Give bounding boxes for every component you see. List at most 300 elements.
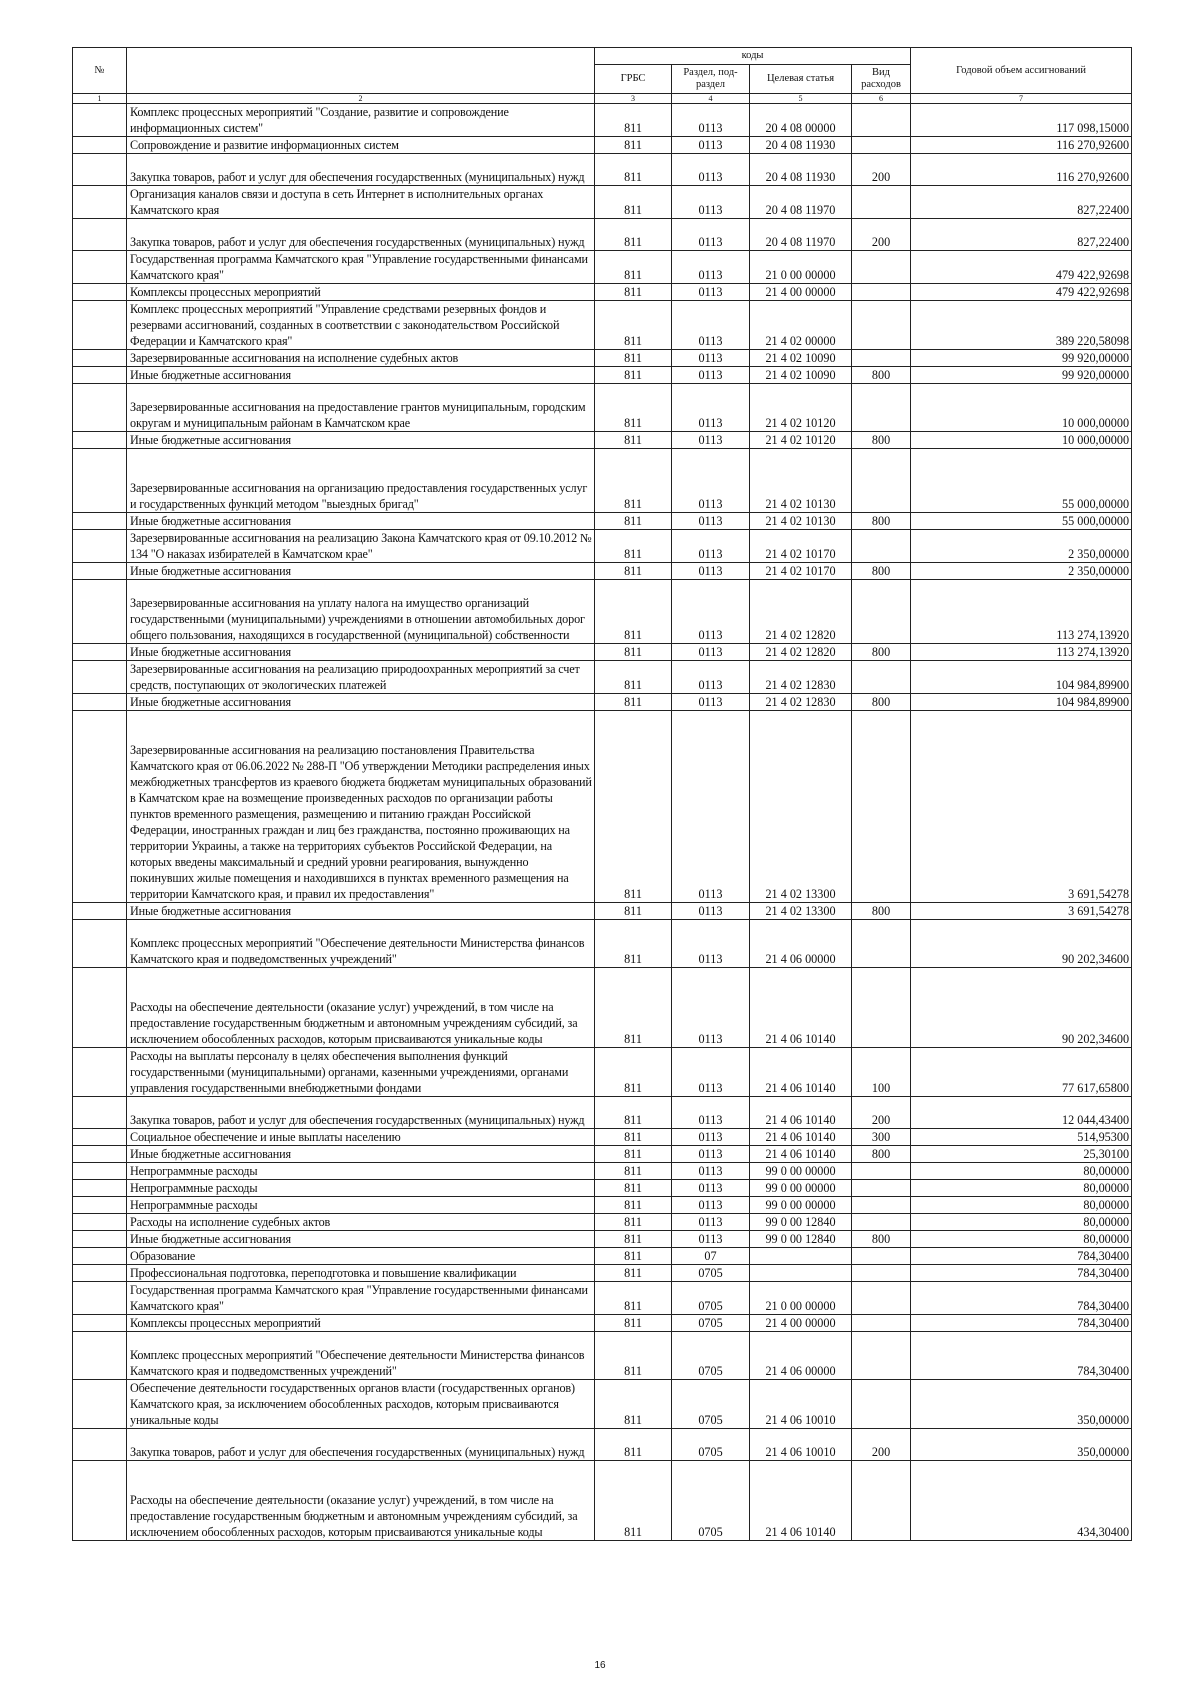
row-expense-type-cell: 200: [852, 1429, 911, 1461]
row-target-item-cell: 20 4 08 11930: [750, 154, 852, 186]
row-grbs-cell: 811: [595, 903, 672, 920]
row-amount-cell: 827,22400: [911, 186, 1132, 219]
row-section-cell: 0113: [672, 1146, 750, 1163]
row-section-cell: 0113: [672, 251, 750, 284]
row-name-cell: Зарезервированные ассигнования на организацию предоставления государственных услуг и государственных функций методом "выездных бригад": [127, 449, 595, 513]
row-grbs-cell: 811: [595, 513, 672, 530]
row-number-cell: [73, 1146, 127, 1163]
page-number: 16: [594, 1660, 606, 1671]
row-section-cell: 0705: [672, 1461, 750, 1541]
row-number-cell: [73, 1097, 127, 1129]
row-target-item-cell: 99 0 00 12840: [750, 1231, 852, 1248]
row-amount-cell: 80,00000: [911, 1231, 1132, 1248]
table-row: [73, 284, 1132, 301]
row-name-cell: Зарезервированные ассигнования на реализацию природоохранных мероприятий за счет средств, поступающих от экологических платежей: [127, 661, 595, 694]
row-number-cell: [73, 137, 127, 154]
row-number-cell: [73, 694, 127, 711]
row-number-cell: [73, 968, 127, 1048]
table-row: [73, 903, 1132, 920]
row-expense-type-cell: 800: [852, 1146, 911, 1163]
row-section-cell: 0113: [672, 1097, 750, 1129]
row-number-cell: [73, 1231, 127, 1248]
row-expense-type-cell: [852, 1197, 911, 1214]
column-number-4: 4: [672, 94, 750, 104]
row-grbs-cell: 811: [595, 1380, 672, 1429]
row-amount-cell: 80,00000: [911, 1197, 1132, 1214]
table-row: [73, 530, 1132, 563]
row-number-cell: [73, 284, 127, 301]
row-grbs-cell: 811: [595, 154, 672, 186]
row-grbs-cell: 811: [595, 186, 672, 219]
row-section-cell: 0113: [672, 1231, 750, 1248]
row-section-cell: 0113: [672, 137, 750, 154]
row-number-cell: [73, 367, 127, 384]
row-section-cell: 0113: [672, 449, 750, 513]
row-grbs-cell: 811: [595, 1197, 672, 1214]
row-section-cell: 0113: [672, 384, 750, 432]
row-number-cell: [73, 1332, 127, 1380]
row-name-cell: Комплекс процессных мероприятий "Обеспечение деятельности Министерства финансов Камчатского края и подведомственных учреждений": [127, 1332, 595, 1380]
row-target-item-cell: 21 4 06 10140: [750, 1048, 852, 1097]
row-grbs-cell: 811: [595, 251, 672, 284]
row-amount-cell: 350,00000: [911, 1380, 1132, 1429]
row-number-cell: [73, 384, 127, 432]
row-amount-cell: 25,30100: [911, 1146, 1132, 1163]
row-section-cell: 0113: [672, 513, 750, 530]
row-amount-cell: 117 098,15000: [911, 104, 1132, 137]
row-amount-cell: 116 270,92600: [911, 137, 1132, 154]
row-expense-type-cell: 200: [852, 1097, 911, 1129]
row-target-item-cell: 21 4 02 10120: [750, 432, 852, 449]
row-grbs-cell: 811: [595, 563, 672, 580]
row-section-cell: 0113: [672, 903, 750, 920]
row-name-cell: Социальное обеспечение и иные выплаты населению: [127, 1129, 595, 1146]
row-amount-cell: 784,30400: [911, 1248, 1132, 1265]
row-name-cell: Комплекс процессных мероприятий "Обеспечение деятельности Министерства финансов Камчатского края и подведомственных учреждений": [127, 920, 595, 968]
row-number-cell: [73, 1163, 127, 1180]
row-target-item-cell: 20 4 08 11970: [750, 219, 852, 251]
row-expense-type-cell: [852, 580, 911, 644]
row-expense-type-cell: [852, 384, 911, 432]
table-row: [73, 661, 1132, 694]
table-row: [73, 968, 1132, 1048]
row-section-cell: 0113: [672, 661, 750, 694]
row-expense-type-cell: 300: [852, 1129, 911, 1146]
row-name-cell: Непрограммные расходы: [127, 1197, 595, 1214]
row-number-cell: [73, 449, 127, 513]
row-section-cell: 0113: [672, 644, 750, 661]
row-target-item-cell: 21 4 06 10010: [750, 1429, 852, 1461]
row-amount-cell: 784,30400: [911, 1315, 1132, 1332]
row-number-cell: [73, 1265, 127, 1282]
row-grbs-cell: 811: [595, 1282, 672, 1315]
row-expense-type-cell: [852, 137, 911, 154]
row-amount-cell: 10 000,00000: [911, 432, 1132, 449]
column-number-1: 1: [73, 94, 127, 104]
row-grbs-cell: 811: [595, 1146, 672, 1163]
row-name-cell: Комплексы процессных мероприятий: [127, 284, 595, 301]
row-grbs-cell: 811: [595, 384, 672, 432]
table-row: [73, 219, 1132, 251]
row-amount-cell: 3 691,54278: [911, 711, 1132, 903]
column-number-7: 7: [911, 94, 1132, 104]
table-row: [73, 1097, 1132, 1129]
row-amount-cell: 104 984,89900: [911, 694, 1132, 711]
row-name-cell: Расходы на выплаты персоналу в целях обеспечения выполнения функций государственными (муниципальными) органами, казенными учреждениями, органами управления государственными внебюджетными фондами: [127, 1048, 595, 1097]
row-grbs-cell: 811: [595, 661, 672, 694]
row-number-cell: [73, 301, 127, 350]
row-expense-type-cell: [852, 251, 911, 284]
row-target-item-cell: 21 4 02 12820: [750, 644, 852, 661]
row-number-cell: [73, 580, 127, 644]
row-grbs-cell: 811: [595, 1214, 672, 1231]
row-number-cell: [73, 1197, 127, 1214]
row-target-item-cell: 99 0 00 00000: [750, 1197, 852, 1214]
row-expense-type-cell: [852, 301, 911, 350]
table-row: [73, 449, 1132, 513]
table-row: [73, 694, 1132, 711]
row-target-item-cell: [750, 1248, 852, 1265]
row-amount-cell: 90 202,34600: [911, 920, 1132, 968]
row-section-cell: 0113: [672, 968, 750, 1048]
table-row: [73, 432, 1132, 449]
row-number-cell: [73, 903, 127, 920]
row-target-item-cell: 21 4 02 10130: [750, 449, 852, 513]
row-grbs-cell: 811: [595, 367, 672, 384]
row-expense-type-cell: [852, 711, 911, 903]
table-row: [73, 513, 1132, 530]
row-amount-cell: 77 617,65800: [911, 1048, 1132, 1097]
table-body: [73, 104, 1132, 1541]
table-row: [73, 1265, 1132, 1282]
row-section-cell: 0113: [672, 920, 750, 968]
row-target-item-cell: 21 4 02 12830: [750, 694, 852, 711]
row-amount-cell: 99 920,00000: [911, 367, 1132, 384]
row-target-item-cell: 21 4 02 13300: [750, 903, 852, 920]
row-number-cell: [73, 104, 127, 137]
row-name-cell: Иные бюджетные ассигнования: [127, 903, 595, 920]
row-expense-type-cell: 800: [852, 432, 911, 449]
header-grbs: ГРБС: [595, 65, 672, 94]
table-row: [73, 1248, 1132, 1265]
row-target-item-cell: 20 4 08 11930: [750, 137, 852, 154]
row-expense-type-cell: 800: [852, 694, 911, 711]
row-grbs-cell: 811: [595, 449, 672, 513]
row-section-cell: 0113: [672, 1214, 750, 1231]
table-row: [73, 350, 1132, 367]
row-expense-type-cell: [852, 968, 911, 1048]
header-codes: коды: [595, 48, 911, 65]
row-target-item-cell: 21 4 06 10140: [750, 1146, 852, 1163]
row-expense-type-cell: [852, 1315, 911, 1332]
row-name-cell: Комплексы процессных мероприятий: [127, 1315, 595, 1332]
row-section-cell: 0113: [672, 301, 750, 350]
row-grbs-cell: 811: [595, 1129, 672, 1146]
row-amount-cell: 784,30400: [911, 1332, 1132, 1380]
row-name-cell: Расходы на обеспечение деятельности (оказание услуг) учреждений, в том числе на предоставление государственным бюджетным и автономным учреждениям субсидий, за исключением обособленных расходов, которым присваиваются уникальные коды: [127, 968, 595, 1048]
row-number-cell: [73, 1461, 127, 1541]
row-section-cell: 0705: [672, 1282, 750, 1315]
row-name-cell: Зарезервированные ассигнования на предоставление грантов муниципальным, городским округам и муниципальным районам в Камчатском крае: [127, 384, 595, 432]
table-row: [73, 1282, 1132, 1315]
row-section-cell: 0705: [672, 1332, 750, 1380]
row-name-cell: Иные бюджетные ассигнования: [127, 1231, 595, 1248]
row-amount-cell: 827,22400: [911, 219, 1132, 251]
table-row: [73, 563, 1132, 580]
row-expense-type-cell: [852, 1163, 911, 1180]
budget-allocation-table: [72, 47, 1132, 1541]
row-name-cell: Иные бюджетные ассигнования: [127, 644, 595, 661]
row-target-item-cell: 21 4 00 00000: [750, 1315, 852, 1332]
row-target-item-cell: 21 4 02 00000: [750, 301, 852, 350]
table-row: [73, 580, 1132, 644]
row-section-cell: 0113: [672, 1048, 750, 1097]
row-number-cell: [73, 251, 127, 284]
row-grbs-cell: 811: [595, 301, 672, 350]
row-section-cell: 0113: [672, 284, 750, 301]
row-name-cell: Закупка товаров, работ и услуг для обеспечения государственных (муниципальных) нужд: [127, 1429, 595, 1461]
row-target-item-cell: 99 0 00 12840: [750, 1214, 852, 1231]
table-row: [73, 1429, 1132, 1461]
row-number-cell: [73, 219, 127, 251]
row-name-cell: Иные бюджетные ассигнования: [127, 563, 595, 580]
row-name-cell: Образование: [127, 1248, 595, 1265]
row-amount-cell: 2 350,00000: [911, 563, 1132, 580]
row-grbs-cell: 811: [595, 1429, 672, 1461]
row-target-item-cell: 21 4 02 12820: [750, 580, 852, 644]
row-amount-cell: 2 350,00000: [911, 530, 1132, 563]
row-expense-type-cell: [852, 1461, 911, 1541]
row-grbs-cell: 811: [595, 1461, 672, 1541]
row-name-cell: Иные бюджетные ассигнования: [127, 432, 595, 449]
row-grbs-cell: 811: [595, 1048, 672, 1097]
row-section-cell: 0113: [672, 219, 750, 251]
row-number-cell: [73, 920, 127, 968]
row-name-cell: Закупка товаров, работ и услуг для обеспечения государственных (муниципальных) нужд: [127, 219, 595, 251]
column-number-3: 3: [595, 94, 672, 104]
row-grbs-cell: 811: [595, 1248, 672, 1265]
row-name-cell: Иные бюджетные ассигнования: [127, 694, 595, 711]
row-expense-type-cell: [852, 449, 911, 513]
table-row: [73, 104, 1132, 137]
row-name-cell: Государственная программа Камчатского края "Управление государственными финансами Камчатского края": [127, 1282, 595, 1315]
row-grbs-cell: 811: [595, 219, 672, 251]
row-target-item-cell: 21 4 02 10130: [750, 513, 852, 530]
table-row: [73, 367, 1132, 384]
row-amount-cell: 90 202,34600: [911, 968, 1132, 1048]
row-amount-cell: 434,30400: [911, 1461, 1132, 1541]
table-row: [73, 1129, 1132, 1146]
row-name-cell: Зарезервированные ассигнования на реализацию постановления Правительства Камчатского края от 06.06.2022 № 288-П "Об утверждении Методики распределения иных межбюджетных трансфертов из краевого бюджета бюджетам муниципальных образований в Камчатском крае на возмещение произведенных расходов по организации работы пунктов временного размещения, размещению и питанию граждан Российской Федерации, иностранных граждан и лиц без гражданства, постоянно проживающих на территории Украины, а также на территориях субъектов Российской Федерации, на которых введены максимальный и средний уровни реагирования, вынужденно покинувших жилые помещения и находившихся в пунктах временного размещения на территории Камчатского края, и правил их предоставления": [127, 711, 595, 903]
row-section-cell: 0113: [672, 154, 750, 186]
row-amount-cell: 514,95300: [911, 1129, 1132, 1146]
row-section-cell: 0113: [672, 1163, 750, 1180]
row-amount-cell: 80,00000: [911, 1163, 1132, 1180]
row-section-cell: 0113: [672, 367, 750, 384]
row-target-item-cell: 20 4 08 11970: [750, 186, 852, 219]
row-expense-type-cell: 200: [852, 219, 911, 251]
row-name-cell: Зарезервированные ассигнования на исполнение судебных актов: [127, 350, 595, 367]
row-grbs-cell: 811: [595, 432, 672, 449]
row-name-cell: Закупка товаров, работ и услуг для обеспечения государственных (муниципальных) нужд: [127, 1097, 595, 1129]
row-target-item-cell: 21 4 06 10010: [750, 1380, 852, 1429]
table-row: [73, 1214, 1132, 1231]
column-number-2: 2: [127, 94, 595, 104]
row-target-item-cell: 21 4 00 00000: [750, 284, 852, 301]
row-grbs-cell: 811: [595, 1315, 672, 1332]
row-section-cell: 0113: [672, 186, 750, 219]
row-expense-type-cell: [852, 350, 911, 367]
row-expense-type-cell: 800: [852, 367, 911, 384]
row-number-cell: [73, 1180, 127, 1197]
row-grbs-cell: 811: [595, 644, 672, 661]
row-grbs-cell: 811: [595, 1265, 672, 1282]
table-row: [73, 384, 1132, 432]
row-amount-cell: 784,30400: [911, 1265, 1132, 1282]
row-expense-type-cell: [852, 104, 911, 137]
row-grbs-cell: 811: [595, 1180, 672, 1197]
column-number-6: 6: [852, 94, 911, 104]
row-name-cell: Расходы на обеспечение деятельности (оказание услуг) учреждений, в том числе на предоставление государственным бюджетным и автономным учреждениям субсидий, за исключением обособленных расходов, которым присваиваются уникальные коды: [127, 1461, 595, 1541]
row-target-item-cell: 21 4 02 10090: [750, 350, 852, 367]
row-expense-type-cell: 800: [852, 563, 911, 580]
table-row: [73, 920, 1132, 968]
row-grbs-cell: 811: [595, 711, 672, 903]
row-expense-type-cell: [852, 186, 911, 219]
document-page: [72, 47, 1131, 1541]
row-amount-cell: 350,00000: [911, 1429, 1132, 1461]
row-grbs-cell: 811: [595, 1332, 672, 1380]
row-amount-cell: 99 920,00000: [911, 350, 1132, 367]
row-section-cell: 0113: [672, 1129, 750, 1146]
table-row: [73, 1163, 1132, 1180]
row-number-cell: [73, 1214, 127, 1231]
table-row: [73, 1380, 1132, 1429]
row-number-cell: [73, 563, 127, 580]
row-amount-cell: 12 044,43400: [911, 1097, 1132, 1129]
row-amount-cell: 113 274,13920: [911, 644, 1132, 661]
row-expense-type-cell: 200: [852, 154, 911, 186]
row-expense-type-cell: 800: [852, 644, 911, 661]
row-target-item-cell: 99 0 00 00000: [750, 1163, 852, 1180]
row-section-cell: 0113: [672, 1197, 750, 1214]
row-expense-type-cell: [852, 530, 911, 563]
row-name-cell: Организация каналов связи и доступа в сеть Интернет в исполнительных органах Камчатского края: [127, 186, 595, 219]
header-annual-volume: Годовой объем ассигнований: [911, 48, 1132, 94]
table-row: [73, 644, 1132, 661]
header-name: [127, 48, 595, 94]
row-grbs-cell: 811: [595, 968, 672, 1048]
row-amount-cell: 80,00000: [911, 1180, 1132, 1197]
row-target-item-cell: 21 4 06 10140: [750, 1461, 852, 1541]
row-target-item-cell: 21 4 06 00000: [750, 1332, 852, 1380]
row-expense-type-cell: [852, 1180, 911, 1197]
row-target-item-cell: 99 0 00 00000: [750, 1180, 852, 1197]
row-amount-cell: 55 000,00000: [911, 449, 1132, 513]
row-name-cell: Иные бюджетные ассигнования: [127, 1146, 595, 1163]
row-number-cell: [73, 1429, 127, 1461]
row-expense-type-cell: [852, 1248, 911, 1265]
row-grbs-cell: 811: [595, 1097, 672, 1129]
row-number-cell: [73, 513, 127, 530]
row-number-cell: [73, 1380, 127, 1429]
row-target-item-cell: 21 4 06 00000: [750, 920, 852, 968]
row-expense-type-cell: [852, 1282, 911, 1315]
header-number: №: [73, 48, 127, 94]
table-row: [73, 1048, 1132, 1097]
row-number-cell: [73, 350, 127, 367]
row-target-item-cell: 21 4 02 10120: [750, 384, 852, 432]
row-amount-cell: 104 984,89900: [911, 661, 1132, 694]
row-section-cell: 07: [672, 1248, 750, 1265]
row-name-cell: Закупка товаров, работ и услуг для обеспечения государственных (муниципальных) нужд: [127, 154, 595, 186]
row-section-cell: 0113: [672, 694, 750, 711]
row-section-cell: 0113: [672, 580, 750, 644]
row-expense-type-cell: [852, 1214, 911, 1231]
row-grbs-cell: 811: [595, 104, 672, 137]
row-name-cell: Сопровождение и развитие информационных систем: [127, 137, 595, 154]
row-number-cell: [73, 186, 127, 219]
row-number-cell: [73, 154, 127, 186]
row-amount-cell: 3 691,54278: [911, 903, 1132, 920]
row-target-item-cell: 21 4 06 10140: [750, 1129, 852, 1146]
row-target-item-cell: 21 4 02 10170: [750, 563, 852, 580]
table-row: [73, 1332, 1132, 1380]
table-row: [73, 137, 1132, 154]
row-amount-cell: 55 000,00000: [911, 513, 1132, 530]
row-target-item-cell: 21 0 00 00000: [750, 251, 852, 284]
row-amount-cell: 80,00000: [911, 1214, 1132, 1231]
row-target-item-cell: 21 4 06 10140: [750, 1097, 852, 1129]
row-expense-type-cell: [852, 920, 911, 968]
row-section-cell: 0113: [672, 432, 750, 449]
row-section-cell: 0705: [672, 1265, 750, 1282]
table-row: [73, 1461, 1132, 1541]
row-name-cell: Государственная программа Камчатского края "Управление государственными финансами Камчатского края": [127, 251, 595, 284]
row-name-cell: Комплекс процессных мероприятий "Создание, развитие и сопровождение информационных систем": [127, 104, 595, 137]
table-header: [73, 48, 1132, 104]
row-section-cell: 0705: [672, 1429, 750, 1461]
row-name-cell: Иные бюджетные ассигнования: [127, 513, 595, 530]
row-name-cell: Непрограммные расходы: [127, 1163, 595, 1180]
row-target-item-cell: 21 4 06 10140: [750, 968, 852, 1048]
row-section-cell: 0705: [672, 1315, 750, 1332]
row-section-cell: 0113: [672, 104, 750, 137]
row-target-item-cell: 21 4 02 13300: [750, 711, 852, 903]
row-section-cell: 0113: [672, 711, 750, 903]
row-grbs-cell: 811: [595, 920, 672, 968]
row-amount-cell: 389 220,58098: [911, 301, 1132, 350]
table-row: [73, 301, 1132, 350]
row-target-item-cell: [750, 1265, 852, 1282]
row-number-cell: [73, 711, 127, 903]
row-grbs-cell: 811: [595, 284, 672, 301]
row-target-item-cell: 21 4 02 10170: [750, 530, 852, 563]
row-grbs-cell: 811: [595, 530, 672, 563]
row-name-cell: Зарезервированные ассигнования на уплату налога на имущество организаций государственными (муниципальными) учреждениями в отношении автомобильных дорог общего пользования, находящихся в государственной (муниципальной) собственности: [127, 580, 595, 644]
row-section-cell: 0113: [672, 1180, 750, 1197]
row-name-cell: Расходы на исполнение судебных актов: [127, 1214, 595, 1231]
row-name-cell: Комплекс процессных мероприятий "Управление средствами резервных фондов и резервами ассигнований, созданных в соответствии с законодательством Российской Федерации и Камчатского края": [127, 301, 595, 350]
column-number-5: 5: [750, 94, 852, 104]
row-amount-cell: 113 274,13920: [911, 580, 1132, 644]
row-name-cell: Иные бюджетные ассигнования: [127, 367, 595, 384]
row-expense-type-cell: 800: [852, 513, 911, 530]
row-expense-type-cell: [852, 1380, 911, 1429]
row-amount-cell: 116 270,92600: [911, 154, 1132, 186]
row-name-cell: Непрограммные расходы: [127, 1180, 595, 1197]
row-amount-cell: 479 422,92698: [911, 251, 1132, 284]
